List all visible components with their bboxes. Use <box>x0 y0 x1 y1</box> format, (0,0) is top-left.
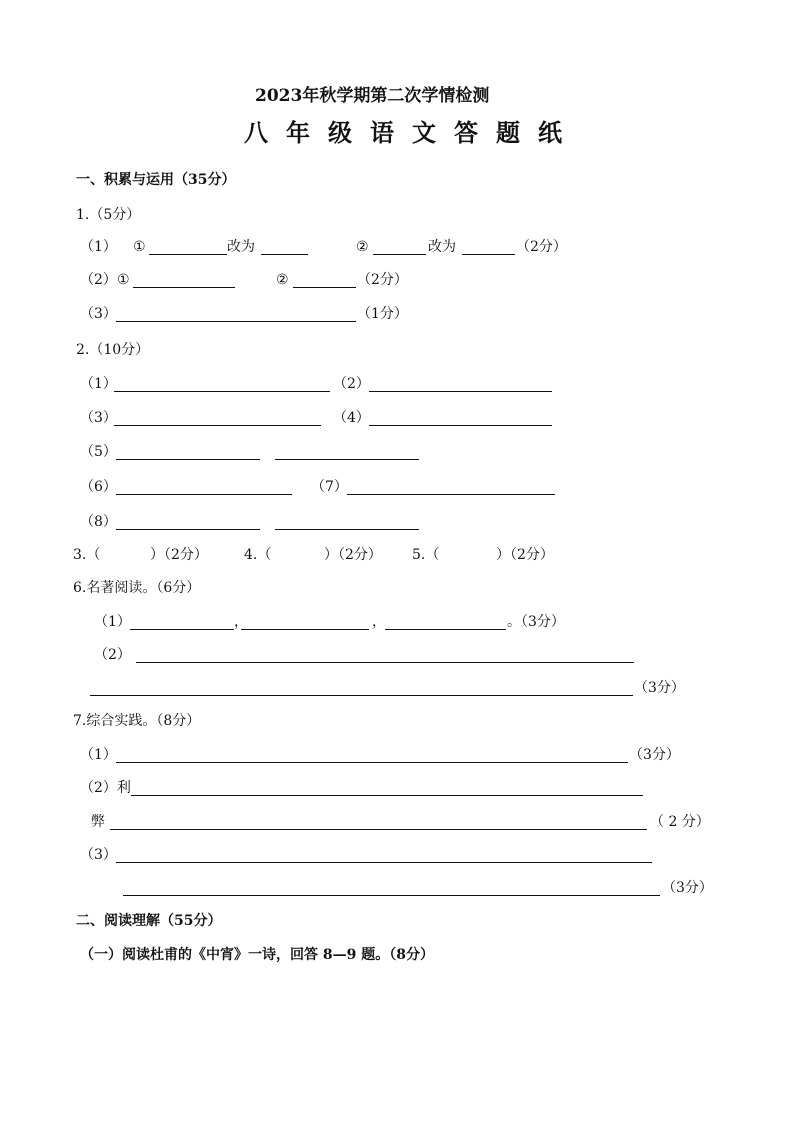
q6-2-blank-b[interactable] <box>90 695 633 696</box>
q6-1-blank-b[interactable] <box>241 629 369 630</box>
q2-5-blank-a[interactable] <box>116 459 260 460</box>
q2-5-number: （5） <box>80 444 117 460</box>
q1-3-score: （1分） <box>357 306 408 322</box>
q1-2-blank-a[interactable] <box>133 287 235 288</box>
q2-8-blank-b[interactable] <box>275 529 419 530</box>
q7-1-score: （3分） <box>629 747 680 763</box>
q1-1-number: （1） <box>80 239 117 255</box>
q6-1-blank-c[interactable] <box>385 629 506 630</box>
answer-sheet-title: 八年级语文答题纸 <box>244 118 580 147</box>
q2-8-number: （8） <box>80 514 117 530</box>
q7-3-score: （3分） <box>662 880 713 896</box>
q7-3-blank-b[interactable] <box>123 895 660 896</box>
q1-2-number: （2） <box>80 272 117 288</box>
q6-1-number: （1） <box>94 614 131 630</box>
q7-3-blank-a[interactable] <box>116 862 652 863</box>
q1-2-blank-b[interactable] <box>293 287 356 288</box>
q6-1-score: 。（3分） <box>507 614 565 630</box>
q1-1-blank-b[interactable] <box>261 254 308 255</box>
q3-score[interactable]: ）（2分） <box>150 547 208 563</box>
q1-1-change-to-2: 改为 <box>428 239 456 255</box>
q1-1-score: （2分） <box>516 239 567 255</box>
q1-2-circle-2: ② <box>276 272 289 288</box>
q7-label: 7.综合实践。（8分） <box>73 713 201 729</box>
q1-3-blank[interactable] <box>116 321 356 322</box>
q1-2-score: （2分） <box>357 272 408 288</box>
q7-2-advantage-blank[interactable] <box>131 795 643 796</box>
q7-3-number: （3） <box>80 847 117 863</box>
section-2-part-1-heading: （一）阅读杜甫的《中宵》一诗，回答 8—9 题。（8分） <box>80 947 434 963</box>
q1-1-blank-c[interactable] <box>373 254 426 255</box>
q2-5-blank-b[interactable] <box>275 459 419 460</box>
q2-3-number: （3） <box>80 410 117 426</box>
q2-6-blank[interactable] <box>116 494 292 495</box>
q2-label: 2.（10分） <box>76 342 150 358</box>
q1-1-blank-a[interactable] <box>149 254 227 255</box>
q6-label: 6.名著阅读。（6分） <box>73 580 201 596</box>
section-1-heading: 一、积累与运用（35分） <box>76 172 236 188</box>
q1-3-number: （3） <box>80 306 117 322</box>
q7-2-score: （ 2 分） <box>650 814 710 830</box>
q7-1-blank[interactable] <box>116 762 628 763</box>
q1-label: 1.（5分） <box>76 207 141 223</box>
q4-score[interactable]: ）（2分） <box>324 547 382 563</box>
section-2-heading: 二、阅读理解（55分） <box>76 913 222 929</box>
q1-2-circle-1: ① <box>117 272 130 288</box>
q2-1-number: （1） <box>80 376 117 392</box>
q6-1-separator-2: ， <box>372 614 386 630</box>
q4-label: 4.（ <box>244 547 272 563</box>
q6-2-score: （3分） <box>634 680 685 696</box>
q5-score[interactable]: ）（2分） <box>496 547 554 563</box>
q1-1-blank-d[interactable] <box>462 254 515 255</box>
exam-title: 2023年秋学期第二次学情检测 <box>255 86 490 106</box>
q5-label: 5.（ <box>412 547 440 563</box>
q2-2-blank[interactable] <box>369 391 552 392</box>
q3-label: 3.（ <box>73 547 101 563</box>
q2-3-blank[interactable] <box>114 425 321 426</box>
q6-1-separator-1: ， <box>234 614 248 630</box>
q6-2-number: （2） <box>94 647 131 663</box>
q7-2-number: （2）利 <box>80 780 131 796</box>
q2-2-number: （2） <box>333 376 370 392</box>
q2-4-number: （4） <box>333 410 370 426</box>
q7-2-disadvantage-label: 弊 <box>91 814 105 830</box>
q6-2-blank-a[interactable] <box>136 662 634 663</box>
q2-7-blank[interactable] <box>347 494 555 495</box>
q2-6-number: （6） <box>80 479 117 495</box>
q2-4-blank[interactable] <box>369 425 552 426</box>
q2-1-blank[interactable] <box>114 391 330 392</box>
q1-1-change-to-1: 改为 <box>227 239 255 255</box>
q7-1-number: （1） <box>80 747 117 763</box>
q2-8-blank-a[interactable] <box>116 529 260 530</box>
q7-2-disadvantage-blank[interactable] <box>110 829 647 830</box>
q1-1-circle-1: ① <box>133 239 146 255</box>
q6-1-blank-a[interactable] <box>130 629 234 630</box>
q2-7-number: （7） <box>311 479 348 495</box>
q1-1-circle-2: ② <box>356 239 369 255</box>
